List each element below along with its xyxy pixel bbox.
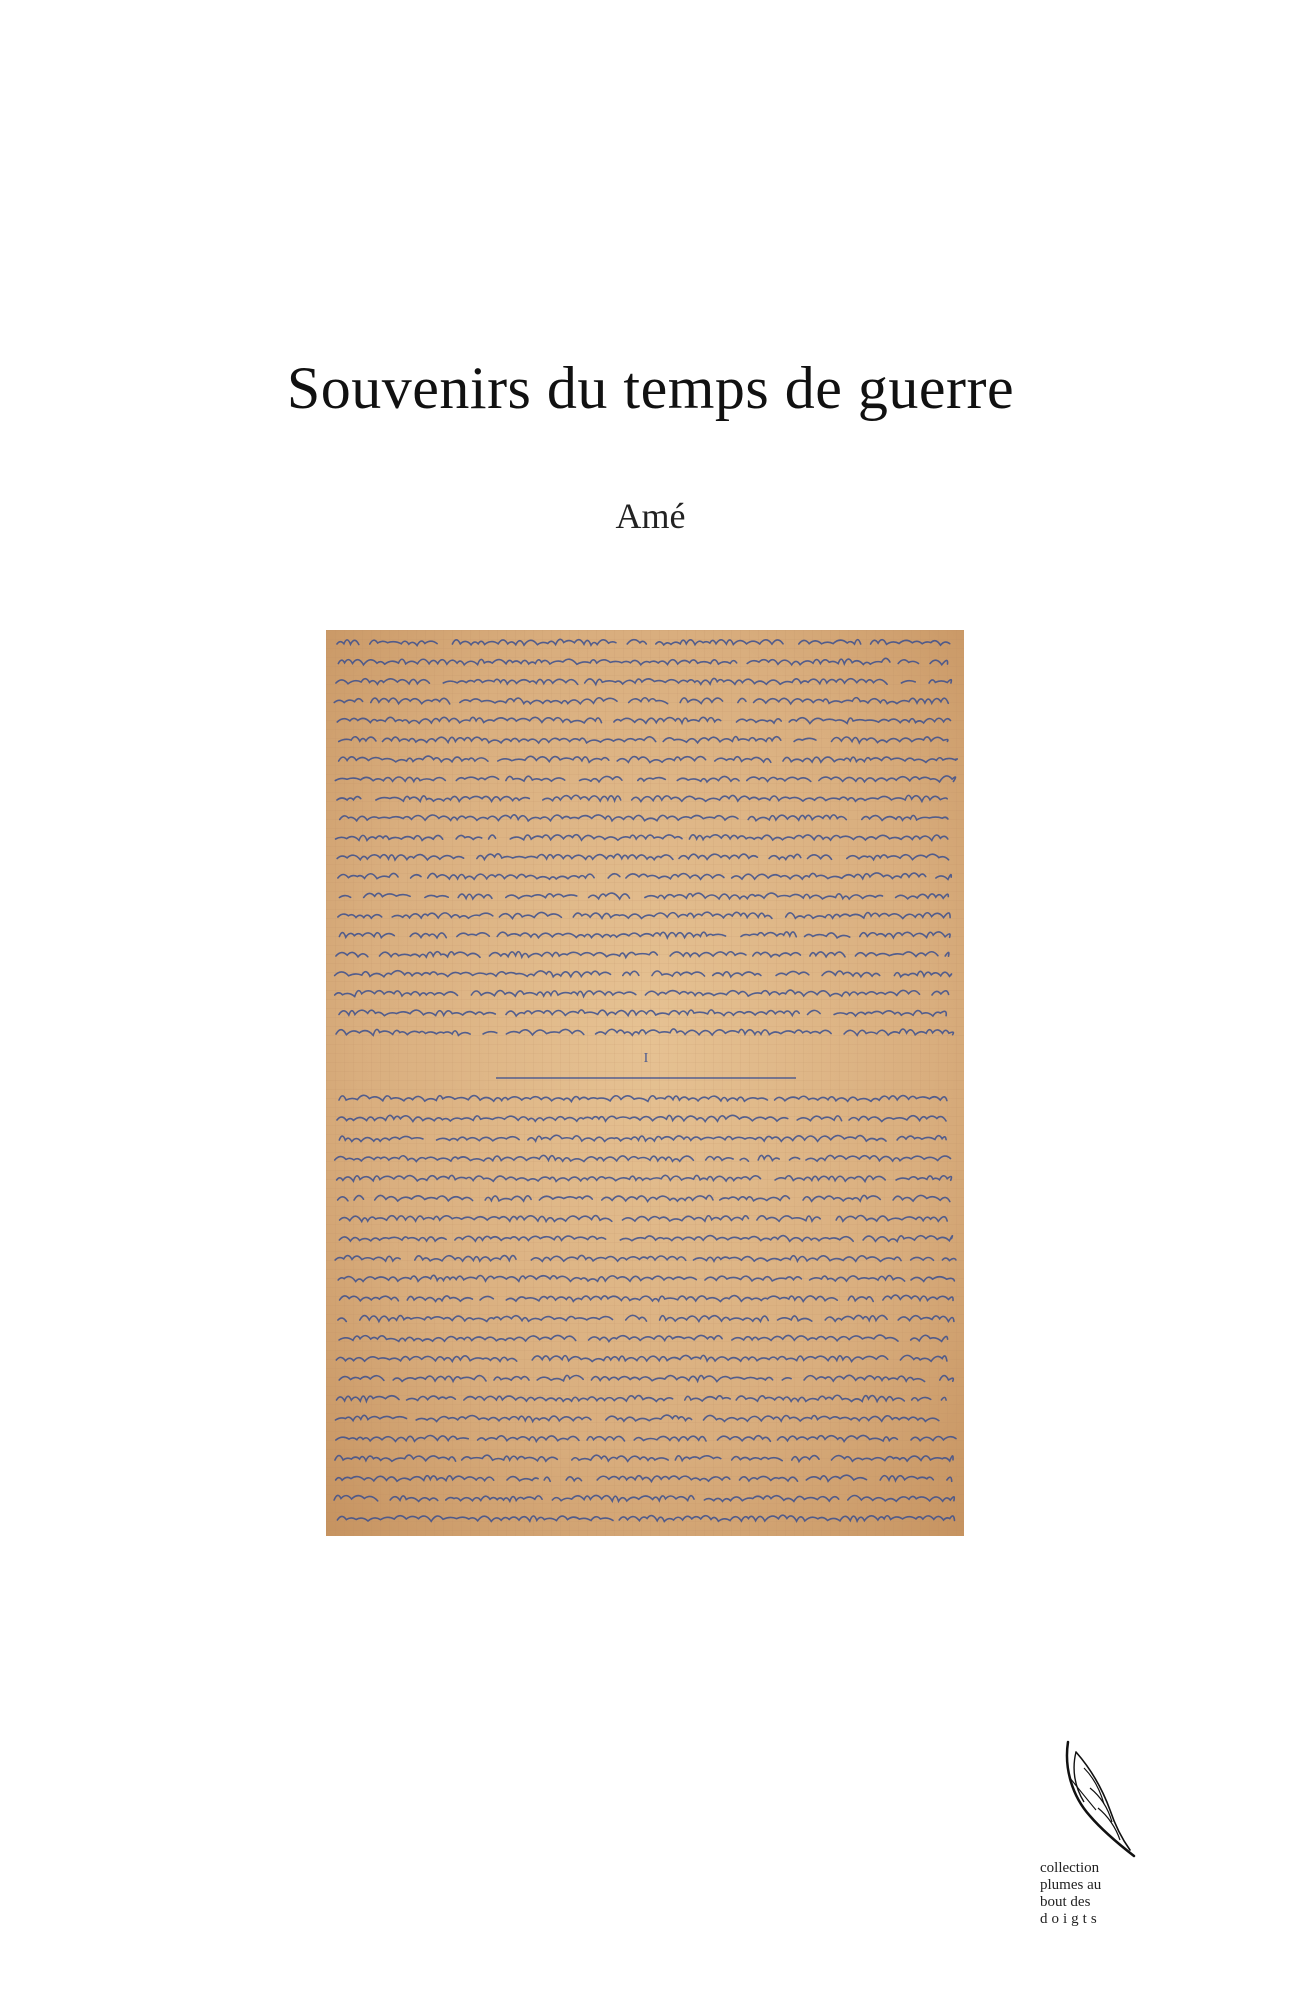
book-title: Souvenirs du temps de guerre xyxy=(286,355,1015,421)
collection-line-4: doigts xyxy=(1040,1911,1101,1927)
handwritten-manuscript-page xyxy=(326,630,964,1536)
collection-line-1: collection xyxy=(1040,1860,1100,1876)
collection-name xyxy=(1040,1860,1160,1928)
collection-line-3: bout des xyxy=(1040,1894,1091,1910)
svg-text:I: I xyxy=(643,1051,649,1066)
book-author: Amé xyxy=(615,496,686,536)
manuscript-image xyxy=(326,630,964,1536)
feather-quill-icon xyxy=(1050,1738,1150,1858)
collection-line-2: plumes au xyxy=(1040,1877,1102,1893)
